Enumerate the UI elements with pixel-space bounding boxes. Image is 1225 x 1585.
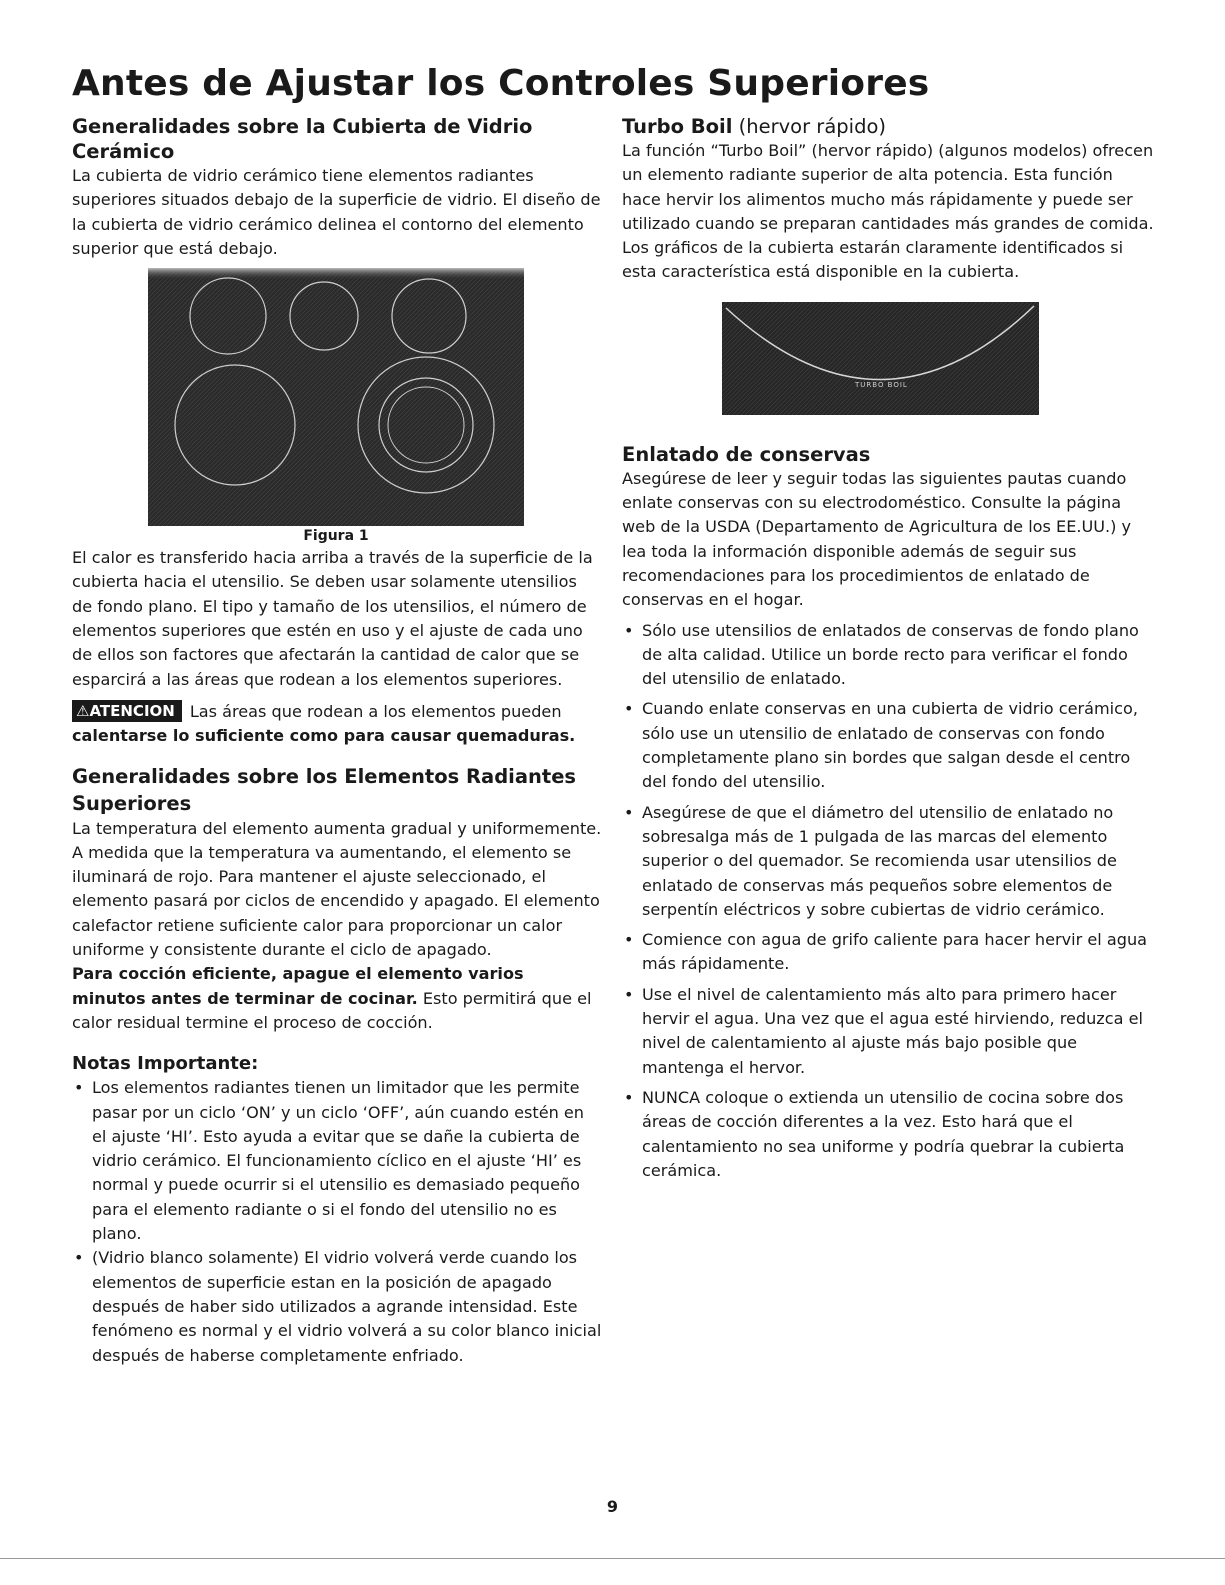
turbo-boil-paragraph: La función “Turbo Boil” (hervor rápido) (algunos modelos) ofrecen un elemento radiante superior de alta potencia. Esta función hace hervir los alimentos mucho más rápidamente y puede ser utilizado cuando se preparan cantidades más grandes de comida. Los gráficos de la cubierta estarán claramente identificados si esta característica está disponible en la cubierta. — [622, 141, 1154, 282]
section-heading-glass-cooktop: Generalidades sobre la Cubierta de Vidrio Cerámico — [72, 115, 533, 163]
warning-label: ⚠ATENCION — [72, 700, 182, 722]
bottom-divider — [0, 1558, 1225, 1559]
list-item: • Asegúrese de que el diámetro del utensilio de enlatado no sobresalga más de 1 pulgada de las marcas del elemento superior o del quemador. Se recomienda usar utensilios de enlatado de conservas más pequeños sobre elementos de serpentín eléctricos y sobre cubiertas de vidrio cerámico. — [622, 801, 1154, 922]
turbo-boil-figure — [722, 302, 1039, 415]
glass-surface — [148, 268, 524, 526]
heat-transfer-paragraph: El calor es transferido hacia arriba a través de la superficie de la cubierta hacia el utensilio. Se deben usar solamente utensilios de fondo plano. El tipo y tamaño de los utensilios, el número de elementos superiores que estén en uso y el ajuste de cada uno de ellos son factores que afectarán la cantidad de calor que se esparcirá a las áreas que rodean a los elementos superiores. — [72, 548, 593, 689]
efficient-cooking-text: Esto permitirá que el calor residual termine el proceso de cocción. — [72, 988, 592, 1032]
radiant-elements-paragraph: La temperatura del elemento aumenta gradual y uniformemente. A medida que la temperatura va aumentando, el elemento se iluminará de rojo. Para mantener el ajuste seleccionado, el elemento pasará por ciclos de encendido y apagado. El elemento calefactor retiene suficiente calor para proporcionar un calor uniforme y consistente durante el ciclo de apagado. — [72, 818, 602, 960]
canning-paragraph: Asegúrese de leer y seguir todas las siguientes pautas cuando enlate conservas con su electrodoméstico. Consulte la página web de la USDA (Departamento de Agricultura de los EE.UU.) y lea toda la información disponible además de seguir sus recomendaciones para los procedimientos de enlatado de conservas en el hogar. — [622, 468, 1132, 610]
right-column — [622, 114, 1154, 1189]
efficient-cooking-paragraph — [72, 962, 602, 1035]
warning-text: Las áreas que rodean a los elementos pueden — [189, 701, 562, 721]
warning-icon: ⚠ — [76, 701, 90, 720]
page-title: Antes de Ajustar los Controles Superiores — [72, 63, 930, 104]
warning-text-bold: calentarse lo suficiente como para causar quemaduras. — [72, 726, 576, 746]
list-item: • Comience con agua de grifo caliente para hacer hervir el agua más rápidamente. — [622, 928, 1154, 977]
left-column — [72, 114, 602, 1368]
turbo-boil-graphic-label: TURBO BOIL — [855, 380, 908, 389]
page-number: 9 — [606, 1497, 619, 1516]
cooktop-figure — [148, 268, 524, 544]
section-heading-radiant-elements: Generalidades sobre los Elementos Radiantes Superiores — [72, 764, 577, 815]
turbo-boil-illustration — [722, 302, 1039, 415]
efficient-cooking-bold: Para cocción eficiente, apague el elemento varios minutos antes de terminar de cocinar. — [72, 964, 524, 1008]
canning-list — [622, 619, 1154, 1184]
notes-heading: Notas Importante: — [72, 1053, 259, 1075]
list-item: • Use el nivel de calentamiento más alto para primero hacer hervir el agua. Una vez que el agua esté hirviendo, reduzca el nivel de calentamiento al ajuste más bajo posible que mantenga el hervor. — [622, 983, 1154, 1080]
list-item: • NUNCA coloque o extienda un utensilio de cocina sobre dos áreas de cocción diferentes a la vez. Esto hará que el calentamiento no sea uniforme y podría quebrar la cubierta cerámica. — [622, 1086, 1154, 1183]
list-item: • Sólo use utensilios de enlatados de conservas de fondo plano de alta calidad. Utilice un borde recto para verificar el fondo del utensilio de enlatado. — [622, 619, 1154, 692]
section-heading-canning: Enlatado de conservas — [622, 442, 871, 466]
list-item: • (Vidrio blanco solamente) El vidrio volverá verde cuando los elementos de superficie estan en la posición de apagado después de haber sido utilizados a agrande intensidad. Este fenómeno es normal y el vidrio volverá a su color blanco inicial después de haberse completamente enfriado. — [72, 1246, 602, 1367]
list-item: • Cuando enlate conservas en una cubierta de vidrio cerámico, sólo use un utensilio de enlatado de conservas con fondo completamente plano sin bordes que salgan desde el centro del fondo del utensilio. — [622, 697, 1154, 794]
notes-list — [72, 1076, 602, 1368]
glass-cooktop-paragraph: La cubierta de vidrio cerámico tiene elementos radiantes superiores situados debajo de la superficie de vidrio. El diseño de la cubierta de vidrio cerámico delinea el contorno del elemento superior que está debajo. — [72, 166, 601, 258]
section-heading-turbo-boil: Turbo Boil (hervor rápido) — [622, 115, 886, 138]
cooktop-illustration — [148, 268, 524, 526]
warning-block — [72, 700, 602, 749]
figure-caption: Figura 1 — [303, 528, 369, 545]
list-item: • Los elementos radiantes tienen un limitador que les permite pasar por un ciclo ‘ON’ y un ciclo ‘OFF’, aún cuando estén en el ajuste ‘HI’. Esto ayuda a evitar que se dañe la cubierta de vidrio cerámico. El funcionamiento cíclico en el ajuste ‘HI’ es normal y puede ocurrir si el utensilio es demasiado pequeño para el elemento radiante o si el fondo del utensilio no es plano. — [72, 1076, 602, 1246]
